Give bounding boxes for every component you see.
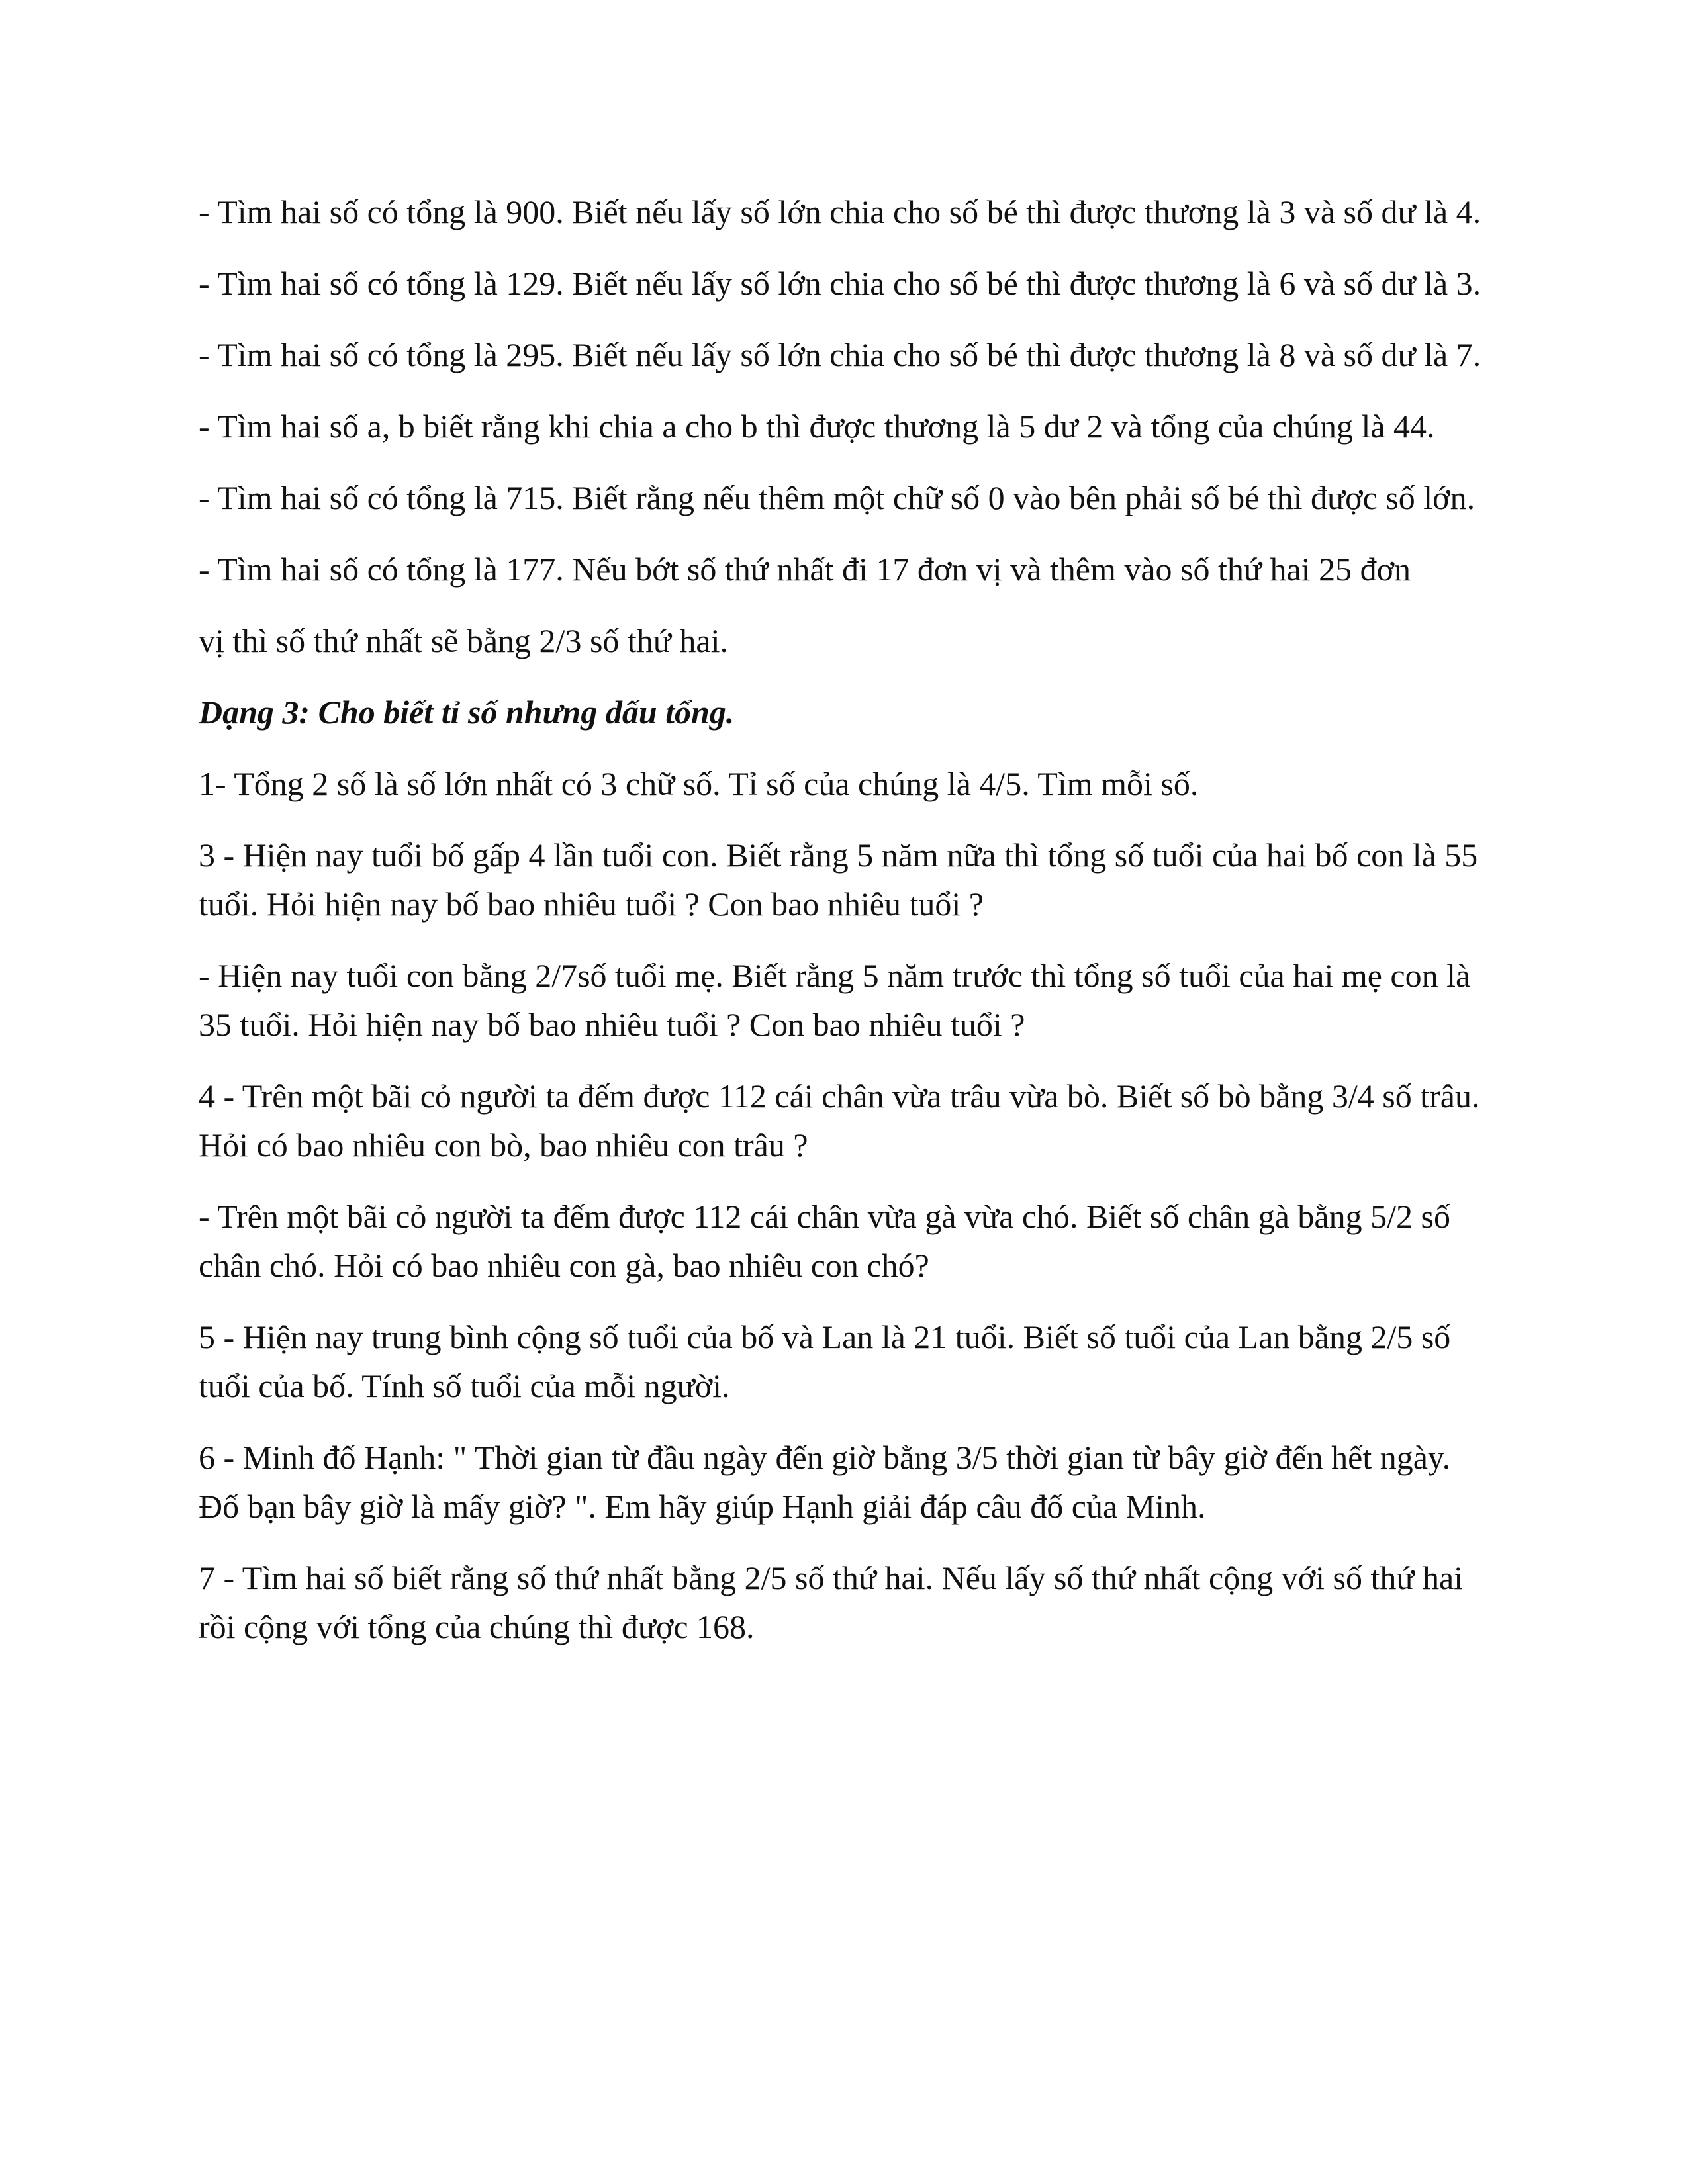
exercise-paragraph: - Tìm hai số có tổng là 295. Biết nếu lấy số lớn chia cho số bé thì được thương là 8 và số dư là 7. xyxy=(199,336,1481,373)
exercise-paragraph: 4 - Trên một bãi cỏ người ta đếm được 112 cái chân vừa trâu vừa bò. Biết số bò bằng 3/4 số trâu. Hỏi có bao nhiêu con bò, bao nhiêu con trâu ? xyxy=(199,1077,1480,1163)
exercise-paragraph: 1- Tổng 2 số là số lớn nhất có 3 chữ số. Tỉ số của chúng là 4/5. Tìm mỗi số. xyxy=(199,765,1199,802)
document-body xyxy=(199,187,1489,1674)
exercise-paragraph: - Tìm hai số có tổng là 900. Biết nếu lấy số lớn chia cho số bé thì được thương là 3 và số dư là 4. xyxy=(199,193,1481,230)
exercise-paragraph-continuation: vị thì số thứ nhất sẽ bằng 2/3 số thứ hai. xyxy=(199,622,728,659)
exercise-paragraph: - Tìm hai số có tổng là 129. Biết nếu lấy số lớn chia cho số bé thì được thương là 6 và số dư là 3. xyxy=(199,265,1481,302)
exercise-paragraph: 6 - Minh đố Hạnh: " Thời gian từ đầu ngày đến giờ bằng 3/5 thời gian từ bây giờ đến hết ngày. Đố bạn bây giờ là mấy giờ? ". Em hãy giúp Hạnh giải đáp câu đố của Minh. xyxy=(199,1439,1451,1525)
exercise-paragraph: 7 - Tìm hai số biết rằng số thứ nhất bằng 2/5 số thứ hai. Nếu lấy số thứ nhất cộng với số thứ hai rồi cộng với tổng của chúng thì được 168. xyxy=(199,1559,1464,1645)
exercise-paragraph: - Tìm hai số a, b biết rằng khi chia a cho b thì được thương là 5 dư 2 và tổng của chúng là 44. xyxy=(199,408,1435,445)
exercise-paragraph: 5 - Hiện nay trung bình cộng số tuổi của bố và Lan là 21 tuổi. Biết số tuổi của Lan bằng 2/5 số tuổi của bố. Tính số tuổi của mỗi người. xyxy=(199,1318,1451,1404)
exercise-paragraph: - Tìm hai số có tổng là 715. Biết rằng nếu thêm một chữ số 0 vào bên phải số bé thì được số lớn. xyxy=(199,479,1476,516)
section-heading: Dạng 3: Cho biết tỉ số nhưng dấu tổng. xyxy=(199,694,735,731)
exercise-paragraph: - Hiện nay tuổi con bằng 2/7số tuổi mẹ. Biết rằng 5 năm trước thì tổng số tuổi của hai mẹ con là 35 tuổi. Hỏi hiện nay bố bao nhiêu tuổi ? Con bao nhiêu tuổi ? xyxy=(199,957,1471,1043)
exercise-paragraph: - Trên một bãi cỏ người ta đếm được 112 cái chân vừa gà vừa chó. Biết số chân gà bằng 5/2 số chân chó. Hỏi có bao nhiêu con gà, bao nhiêu con chó? xyxy=(199,1198,1450,1284)
exercise-paragraph: 3 - Hiện nay tuổi bố gấp 4 lần tuổi con. Biết rằng 5 năm nữa thì tổng số tuổi của hai bố con là 55 tuổi. Hỏi hiện nay bố bao nhiêu tuổi ? Con bao nhiêu tuổi ? xyxy=(199,837,1478,923)
exercise-paragraph: - Tìm hai số có tổng là 177. Nếu bớt số thứ nhất đi 17 đơn vị và thêm vào số thứ hai 25 đơn xyxy=(199,551,1411,588)
